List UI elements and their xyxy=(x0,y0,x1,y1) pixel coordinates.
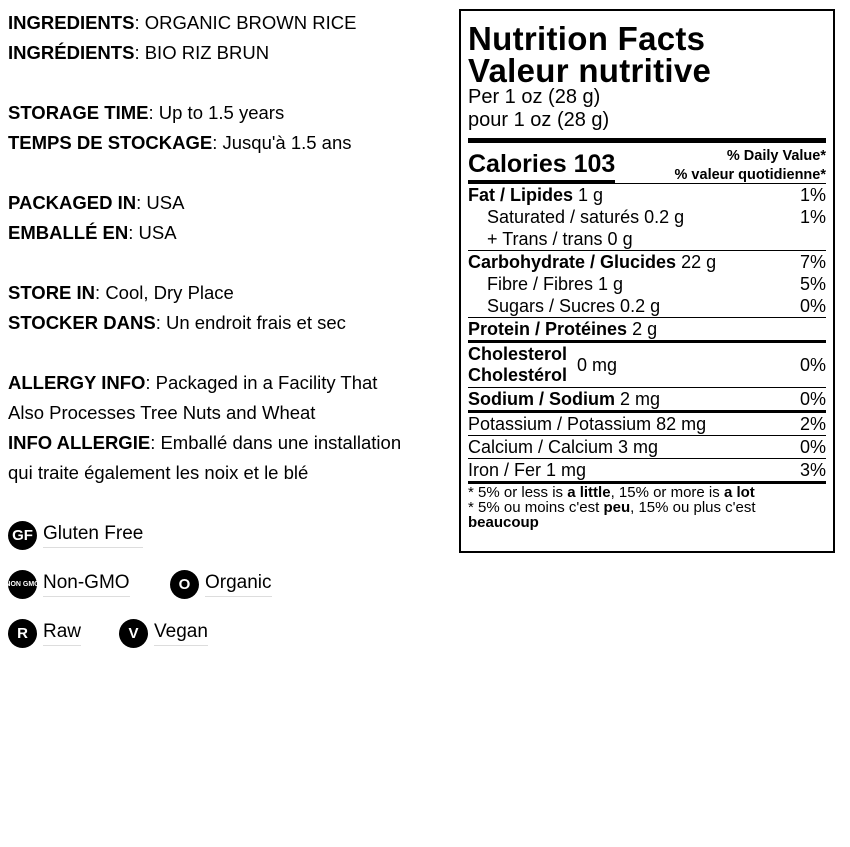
serving-size-fr: pour 1 oz (28 g) xyxy=(468,109,610,131)
ingredients-line: INGREDIENTS: ORGANIC BROWN RICE xyxy=(8,12,357,33)
footnote-fr: * 5% ou moins c'est peu, 15% ou plus c'est beaucoup xyxy=(468,499,756,531)
daily-value-header: % Daily Value* % valeur quotidienne* xyxy=(674,148,826,183)
badge-raw: R Raw xyxy=(8,619,81,648)
raw-icon: R xyxy=(8,619,37,648)
daily-value-footnote xyxy=(468,485,826,530)
nutrition-facts-panel xyxy=(459,9,835,553)
badge-organic: O Organic xyxy=(170,570,272,599)
fibre-row: Fibre / Fibres 1 g 5% xyxy=(487,274,826,294)
store-in-fr-line: STOCKER DANS: Un endroit frais et sec xyxy=(8,312,346,333)
product-info xyxy=(8,8,458,488)
badge-vegan: V Vegan xyxy=(119,619,208,648)
saturated-row: Saturated / saturés 0.2 g 1% xyxy=(487,207,826,227)
protein-row: Protein / Protéines 2 g xyxy=(468,319,658,339)
allergy-line-2: Also Processes Tree Nuts and Wheat xyxy=(8,402,316,423)
carbohydrate-row: Carbohydrate / Glucides 22 g 7% xyxy=(468,252,826,272)
ingredients-fr-line: INGRÉDIENTS: BIO RIZ BRUN xyxy=(8,42,270,63)
allergy-fr-line-2: qui traite également les noix et le blé xyxy=(8,462,309,483)
packaged-line: PACKAGED IN: USA xyxy=(8,192,185,213)
organic-icon: O xyxy=(170,570,199,599)
footnote-en: * 5% or less is a little, 15% or more is a lot xyxy=(468,484,755,501)
store-in-line: STORE IN: Cool, Dry Place xyxy=(8,282,234,303)
badge-gluten-free: GF Gluten Free xyxy=(8,521,143,550)
sodium-row: Sodium / Sodium 2 mg 0% xyxy=(468,389,826,409)
sugars-row: Sugars / Sucres 0.2 g 0% xyxy=(487,296,826,316)
nutrition-title-en: Nutrition Facts xyxy=(468,20,706,57)
calories: Calories 103 xyxy=(468,149,615,183)
gluten-free-icon: GF xyxy=(8,521,37,550)
serving-size-en: Per 1 oz (28 g) xyxy=(468,86,601,108)
calories-row xyxy=(468,143,826,183)
packaged-fr-line: EMBALLÉ EN: USA xyxy=(8,222,177,243)
iron-row: Iron / Fer 1 mg 3% xyxy=(468,460,826,480)
allergy-line: ALLERGY INFO: Packaged in a Facility That xyxy=(8,372,378,393)
cholesterol-row: Cholesterol Cholestérol 0 mg 0% xyxy=(468,344,826,385)
fat-row: Fat / Lipides 1 g 1% xyxy=(468,185,826,205)
trans-row: + Trans / trans 0 g xyxy=(487,229,633,249)
nutrition-title-fr: Valeur nutritive xyxy=(468,52,712,89)
calcium-row: Calcium / Calcium 3 mg 0% xyxy=(468,437,826,457)
storage-line: STORAGE TIME: Up to 1.5 years xyxy=(8,102,285,123)
potassium-row: Potassium / Potassium 82 mg 2% xyxy=(468,414,826,434)
non-gmo-icon: NON GMO xyxy=(8,570,37,599)
vegan-icon: V xyxy=(119,619,148,648)
storage-fr-line: TEMPS DE STOCKAGE: Jusqu'à 1.5 ans xyxy=(8,132,352,153)
badge-non-gmo: NON GMO Non-GMO xyxy=(8,570,130,599)
allergy-fr-line: INFO ALLERGIE: Emballé dans une installation xyxy=(8,432,402,453)
